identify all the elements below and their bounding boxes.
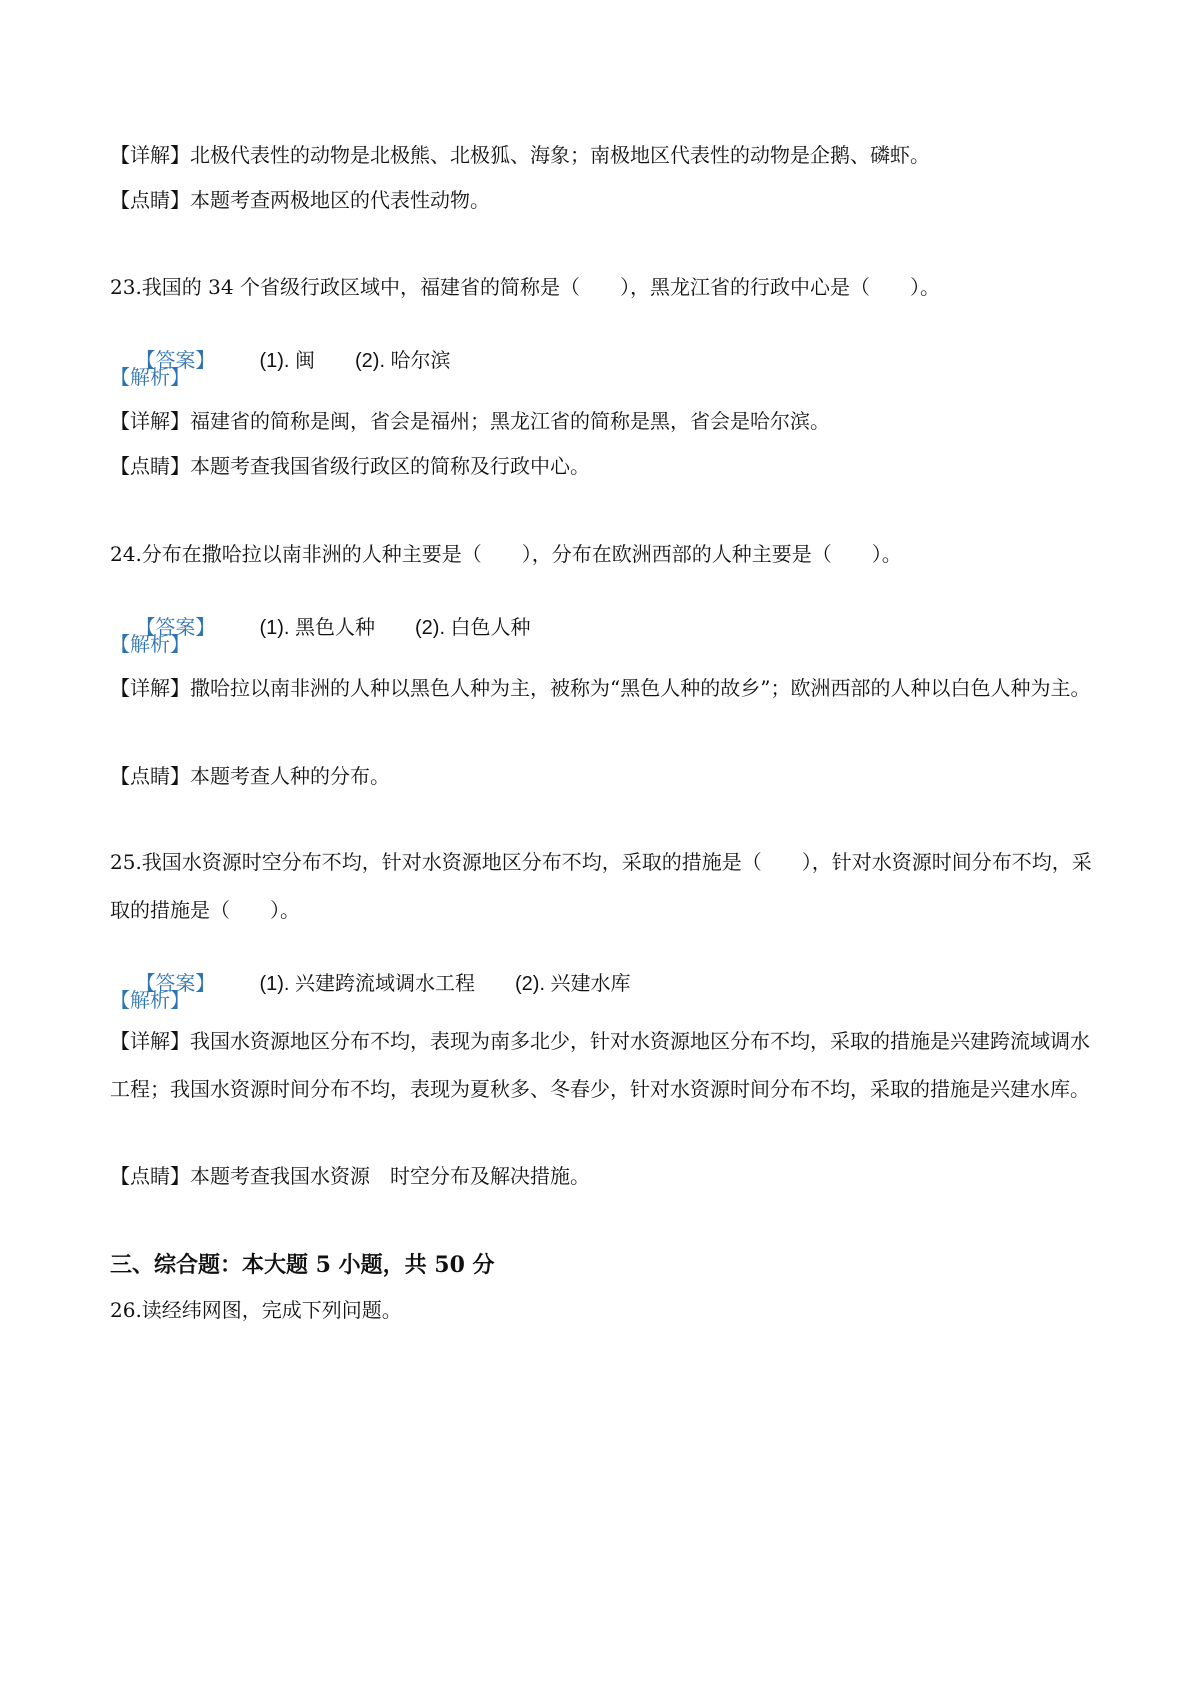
q23-point: 【点睛】本题考查我国省级行政区的简称及行政中心。	[110, 454, 590, 478]
q24-detail: 【详解】撒哈拉以南非洲的人种以黑色人种为主，被称为“黑色人种的故乡”；欧洲西部的人种以白色人种为主。	[110, 676, 1091, 700]
q24-answer-1: (1). 黑色人种	[259, 617, 375, 639]
q23-analysis-tag: 【解析】	[110, 365, 190, 389]
section-title: 三、综合题：本大题 5 小题，共 50 分	[110, 1252, 495, 1278]
q25-answer-2: (2). 兴建水库	[515, 973, 631, 995]
q23-answer-2: (2). 哈尔滨	[355, 350, 451, 372]
q24-question: 24.分布在撒哈拉以南非洲的人种主要是（ ），分布在欧洲西部的人种主要是（ ）。	[110, 542, 902, 566]
q22-point: 【点睛】本题考查两极地区的代表性动物。	[110, 188, 490, 212]
q24-answer-tag: 【答案】	[135, 615, 216, 639]
q23-detail: 【详解】福建省的简称是闽，省会是福州；黑龙江省的简称是黑，省会是哈尔滨。	[110, 409, 830, 433]
q24-point: 【点睛】本题考查人种的分布。	[110, 764, 390, 788]
q23-question: 23.我国的 34 个省级行政区域中，福建省的简称是（ ），黑龙江省的行政中心是（ ）。	[110, 275, 940, 299]
q25-answer-tag: 【答案】	[135, 971, 216, 995]
q24-analysis-tag: 【解析】	[110, 632, 190, 656]
q23-answer-tag: 【答案】	[135, 348, 216, 372]
q25-analysis-tag: 【解析】	[110, 988, 190, 1012]
q26-question: 26.读经纬网图，完成下列问题。	[110, 1298, 402, 1322]
q25-detail: 【详解】我国水资源地区分布不均，表现为南多北少，针对水资源地区分布不均，采取的措施是兴建跨流域调水工程；我国水资源时间分布不均，表现为夏秋多、冬春少，针对水资源时间分布不均，采取的措施是兴建水库。	[110, 1029, 1090, 1101]
q25-answer-1: (1). 兴建跨流域调水工程	[259, 973, 475, 995]
q24-answer-2: (2). 白色人种	[415, 617, 531, 639]
q25-question: 25.我国水资源时空分布不均，针对水资源地区分布不均，采取的措施是（ ），针对水资源时间分布不均，采取的措施是（ ）。	[110, 850, 1092, 922]
q25-point: 【点睛】本题考查我国水资源 时空分布及解决措施。	[110, 1164, 590, 1188]
q22-detail: 【详解】北极代表性的动物是北极熊、北极狐、海象；南极地区代表性的动物是企鹅、磷虾。	[110, 143, 930, 167]
q23-answer-1: (1). 闽	[259, 350, 315, 372]
